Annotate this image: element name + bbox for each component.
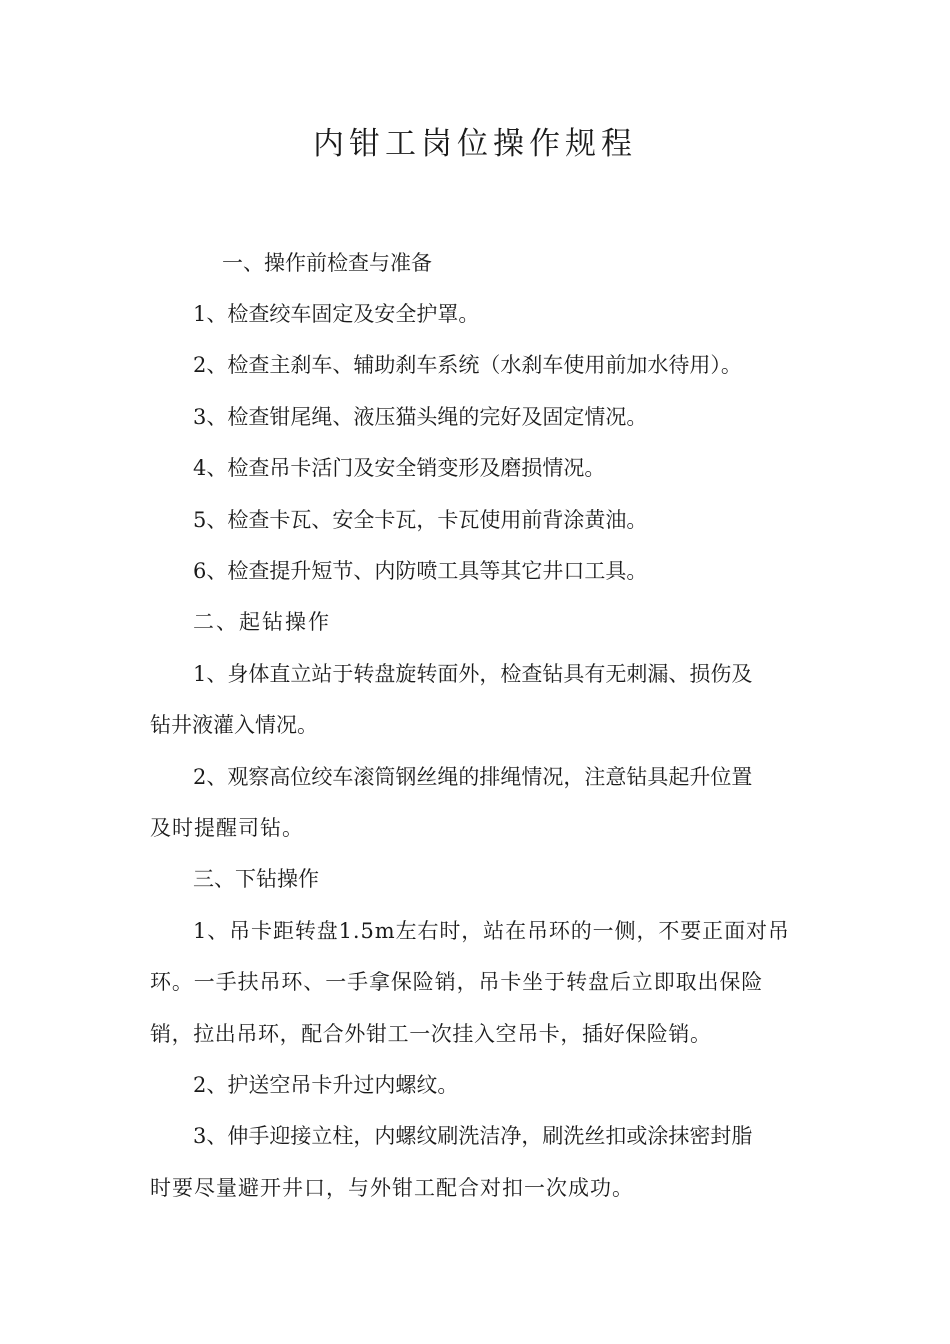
paragraph-line: 及时提醒司钻。	[150, 816, 304, 840]
paragraph-line: 环。一手扶吊环、一手拿保险销，吊卡坐于转盘后立即取出保险	[150, 970, 764, 994]
paragraph-line: 1、身体直立站于转盘旋转面外，检查钻具有无刺漏、损伤及	[193, 662, 753, 686]
paragraph-line: 2、观察高位绞车滚筒钢丝绳的排绳情况，注意钻具起升位置	[193, 765, 753, 789]
paragraph-line: 2、护送空吊卡升过内螺纹。	[193, 1073, 459, 1097]
paragraph-line: 1、吊卡距转盘1.5m左右时，站在吊环的一侧，不要正面对吊	[193, 919, 790, 943]
section-heading-2: 二、起钻操作	[193, 610, 331, 634]
paragraph-line: 4、检查吊卡活门及安全销变形及磨损情况。	[193, 456, 606, 480]
document-title: 内钳工岗位操作规程	[313, 126, 637, 162]
paragraph-line: 3、检查钳尾绳、液压猫头绳的完好及固定情况。	[193, 405, 648, 429]
paragraph-line: 6、检查提升短节、内防喷工具等其它井口工具。	[193, 559, 648, 583]
section-heading-3: 三、下钻操作	[193, 867, 319, 891]
paragraph-line: 2、检查主刹车、辅助刹车系统（水刹车使用前加水待用）。	[193, 353, 742, 377]
paragraph-line: 3、伸手迎接立柱，内螺纹刷洗洁净，刷洗丝扣或涂抹密封脂	[193, 1124, 753, 1148]
section-heading-1: 一、操作前检查与准备	[222, 251, 432, 275]
paragraph-line: 时要尽量避开井口，与外钳工配合对扣一次成功。	[150, 1176, 634, 1200]
paragraph-line: 1、检查绞车固定及安全护罩。	[193, 302, 480, 326]
paragraph-line: 销，拉出吊环，配合外钳工一次挂入空吊卡，插好保险销。	[150, 1022, 712, 1046]
paragraph-line: 5、检查卡瓦、安全卡瓦，卡瓦使用前背涂黄油。	[193, 508, 648, 532]
paragraph-line: 钻井液灌入情况。	[150, 713, 318, 737]
